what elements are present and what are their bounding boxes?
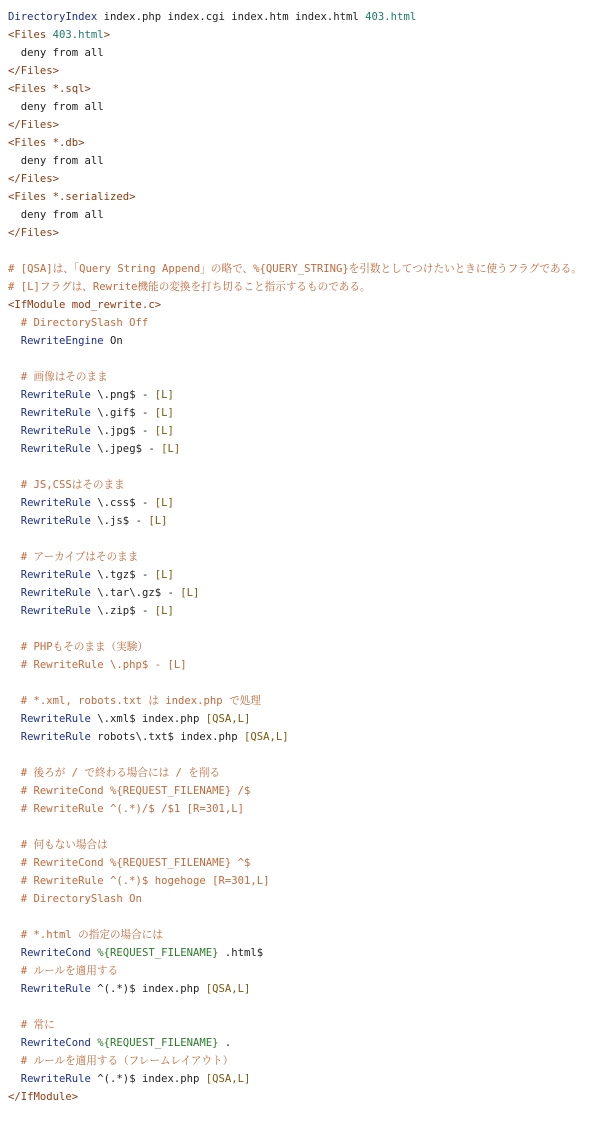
rewrite-rule-pattern: robots\.txt$ index.php [90, 731, 244, 743]
rewrite-cond-variable: %{REQUEST_FILENAME} [90, 947, 219, 959]
code-line [8, 692, 600, 710]
rewrite-rule-keyword: RewriteRule [8, 569, 91, 581]
comment-text: # 画像はそのまま [8, 371, 108, 383]
code-line [8, 800, 600, 818]
code-line [8, 152, 600, 170]
code-line [8, 8, 600, 26]
code-line [8, 206, 600, 224]
rewrite-rule-keyword: RewriteRule [8, 1073, 91, 1085]
rewrite-rule-pattern: \.css$ - [90, 497, 155, 509]
code-line [8, 188, 600, 206]
rewrite-rule-pattern: \.tar\.gz$ - [90, 587, 181, 599]
rewrite-rule-pattern: \.png$ - [90, 389, 155, 401]
code-line [8, 890, 600, 908]
rewrite-rule-pattern: \.xml$ index.php [90, 713, 206, 725]
comment-text: # ルールを適用する（フレームレイアウト） [8, 1055, 234, 1067]
section-tag: </Files> [8, 227, 60, 239]
code-line [8, 278, 600, 296]
rewrite-rule-flag: [QSA,L] [244, 731, 289, 743]
code-line [8, 854, 600, 872]
plain-text: deny from all [8, 101, 104, 113]
code-line [8, 998, 600, 1016]
rewrite-rule-keyword: RewriteRule [8, 713, 91, 725]
comment-text: # RewriteCond %{REQUEST_FILENAME} /$ [8, 785, 251, 797]
code-line [8, 350, 600, 368]
code-line [8, 116, 600, 134]
comment-text: # 常に [8, 1019, 55, 1031]
code-line [8, 656, 600, 674]
code-line [8, 836, 600, 854]
directive-keyword: DirectoryIndex [8, 11, 98, 23]
rewrite-rule-keyword: RewriteRule [8, 983, 91, 995]
code-line [8, 80, 600, 98]
code-line [8, 296, 600, 314]
comment-text: # *.html の指定の場合には [8, 929, 163, 941]
code-line [8, 440, 600, 458]
code-line [8, 62, 600, 80]
code-line [8, 44, 600, 62]
rewrite-rule-flag: [L] [154, 497, 174, 509]
comment-text: # RewriteCond %{REQUEST_FILENAME} ^$ [8, 857, 251, 869]
rewrite-rule-flag: [L] [154, 407, 174, 419]
code-line [8, 1088, 600, 1106]
code-line [8, 710, 600, 728]
rewrite-rule-pattern: \.gif$ - [90, 407, 155, 419]
comment-text: # JS,CSSはそのまま [8, 479, 125, 491]
rewrite-rule-keyword: RewriteRule [8, 425, 91, 437]
code-line [8, 224, 600, 242]
code-line [8, 404, 600, 422]
code-line [8, 332, 600, 350]
section-tag: </Files> [8, 173, 60, 185]
rewrite-rule-keyword: RewriteRule [8, 389, 91, 401]
rewrite-rule-keyword: RewriteRule [8, 587, 91, 599]
rewrite-rule-flag: [L] [148, 515, 168, 527]
code-line [8, 638, 600, 656]
code-line [8, 26, 600, 44]
plain-text: deny from all [8, 209, 104, 221]
code-line [8, 746, 600, 764]
rewrite-rule-pattern: \.zip$ - [90, 605, 155, 617]
code-line [8, 494, 600, 512]
code-line [8, 728, 600, 746]
code-line [8, 926, 600, 944]
code-line [8, 476, 600, 494]
rewrite-rule-flag: [QSA,L] [205, 713, 251, 725]
section-tag: <Files *.db> [8, 137, 85, 149]
rewrite-rule-flag: [QSA,L] [205, 1073, 251, 1085]
rewrite-rule-flag: [L] [154, 605, 174, 617]
rewrite-rule-flag: [L] [154, 425, 174, 437]
directive-args: index.php index.cgi index.htm index.html [97, 11, 366, 23]
tag-value: 403.html [52, 29, 104, 41]
comment-text: # アーカイブはそのまま [8, 551, 139, 563]
rewrite-rule-keyword: RewriteRule [8, 605, 91, 617]
code-line [8, 242, 600, 260]
code-line [8, 764, 600, 782]
code-line [8, 566, 600, 584]
code-line [8, 1070, 600, 1088]
rewrite-rule-pattern: \.jpeg$ - [90, 443, 162, 455]
comment-text: # DirectorySlash On [8, 893, 142, 905]
rewrite-cond-keyword: RewriteCond [8, 1037, 91, 1049]
code-line [8, 620, 600, 638]
section-tag: <Files *.serialized> [8, 191, 136, 203]
directive-args: On [103, 335, 123, 347]
section-tag: <Files *.sql> [8, 83, 91, 95]
code-line [8, 260, 600, 278]
rewrite-cond-variable: %{REQUEST_FILENAME} [90, 1037, 219, 1049]
code-line [8, 584, 600, 602]
code-line [8, 872, 600, 890]
comment-text: # [L]フラグは、Rewrite機能の変換を打ち切ること指示するものである。 [8, 281, 371, 293]
directive-keyword: RewriteEngine [8, 335, 104, 347]
rewrite-rule-pattern: \.jpg$ - [90, 425, 155, 437]
rewrite-rule-pattern: \.tgz$ - [90, 569, 155, 581]
code-line [8, 674, 600, 692]
rewrite-rule-pattern: ^(.*)$ index.php [90, 983, 206, 995]
code-line [8, 170, 600, 188]
rewrite-rule-keyword: RewriteRule [8, 497, 91, 509]
code-line [8, 314, 600, 332]
code-line [8, 386, 600, 404]
comment-text: # RewriteRule ^(.*)/$ /$1 [R=301,L] [8, 803, 244, 815]
plain-text: deny from all [8, 47, 104, 59]
comment-text: # RewriteRule \.php$ - [L] [8, 659, 187, 671]
rewrite-rule-keyword: RewriteRule [8, 731, 91, 743]
code-line [8, 602, 600, 620]
code-line [8, 1016, 600, 1034]
rewrite-cond-pattern: . [218, 1037, 232, 1049]
comment-text: # *.xml, robots.txt は index.php で処理 [8, 695, 261, 707]
section-tag: </IfModule> [8, 1091, 79, 1103]
code-line [8, 1034, 600, 1052]
rewrite-rule-keyword: RewriteRule [8, 515, 91, 527]
comment-text: # ルールを適用する [8, 965, 119, 977]
code-line [8, 1052, 600, 1070]
code-line [8, 944, 600, 962]
code-line [8, 548, 600, 566]
rewrite-cond-pattern: .html$ [218, 947, 264, 959]
code-line [8, 98, 600, 116]
section-tag: <IfModule mod_rewrite.c> [8, 299, 162, 311]
code-line [8, 908, 600, 926]
rewrite-rule-flag: [QSA,L] [205, 983, 251, 995]
code-line [8, 368, 600, 386]
rewrite-rule-flag: [L] [154, 569, 174, 581]
rewrite-rule-flag: [L] [154, 389, 174, 401]
comment-text: # DirectorySlash Off [8, 317, 149, 329]
rewrite-rule-keyword: RewriteRule [8, 407, 91, 419]
code-line [8, 782, 600, 800]
code-line [8, 980, 600, 998]
rewrite-rule-pattern: \.js$ - [90, 515, 149, 527]
code-line [8, 512, 600, 530]
code-line [8, 962, 600, 980]
comment-text: # PHPもそのまま（実験） [8, 641, 148, 653]
directive-value: 403.html [365, 11, 417, 23]
section-tag-close: > [103, 29, 111, 41]
code-line [8, 458, 600, 476]
rewrite-rule-pattern: ^(.*)$ index.php [90, 1073, 206, 1085]
rewrite-rule-flag: [L] [180, 587, 200, 599]
plain-text: deny from all [8, 155, 104, 167]
code-line [8, 134, 600, 152]
code-line [8, 422, 600, 440]
code-line [8, 818, 600, 836]
rewrite-rule-flag: [L] [161, 443, 181, 455]
code-line [8, 530, 600, 548]
comment-text: # RewriteRule ^(.*)$ hogehoge [R=301,L] [8, 875, 270, 887]
rewrite-rule-keyword: RewriteRule [8, 443, 91, 455]
comment-text: # 後ろが / で終わる場合には / を削る [8, 767, 221, 779]
section-tag: </Files> [8, 65, 60, 77]
comment-text: # [QSA]は、「Query String Append」の略で、%{QUERY_STRING}を引数としてつけたいときに使うフラグである。 [8, 263, 582, 275]
rewrite-cond-keyword: RewriteCond [8, 947, 91, 959]
comment-text: # 何もない場合は [8, 839, 108, 851]
section-tag: <Files [8, 29, 53, 41]
section-tag: </Files> [8, 119, 60, 131]
